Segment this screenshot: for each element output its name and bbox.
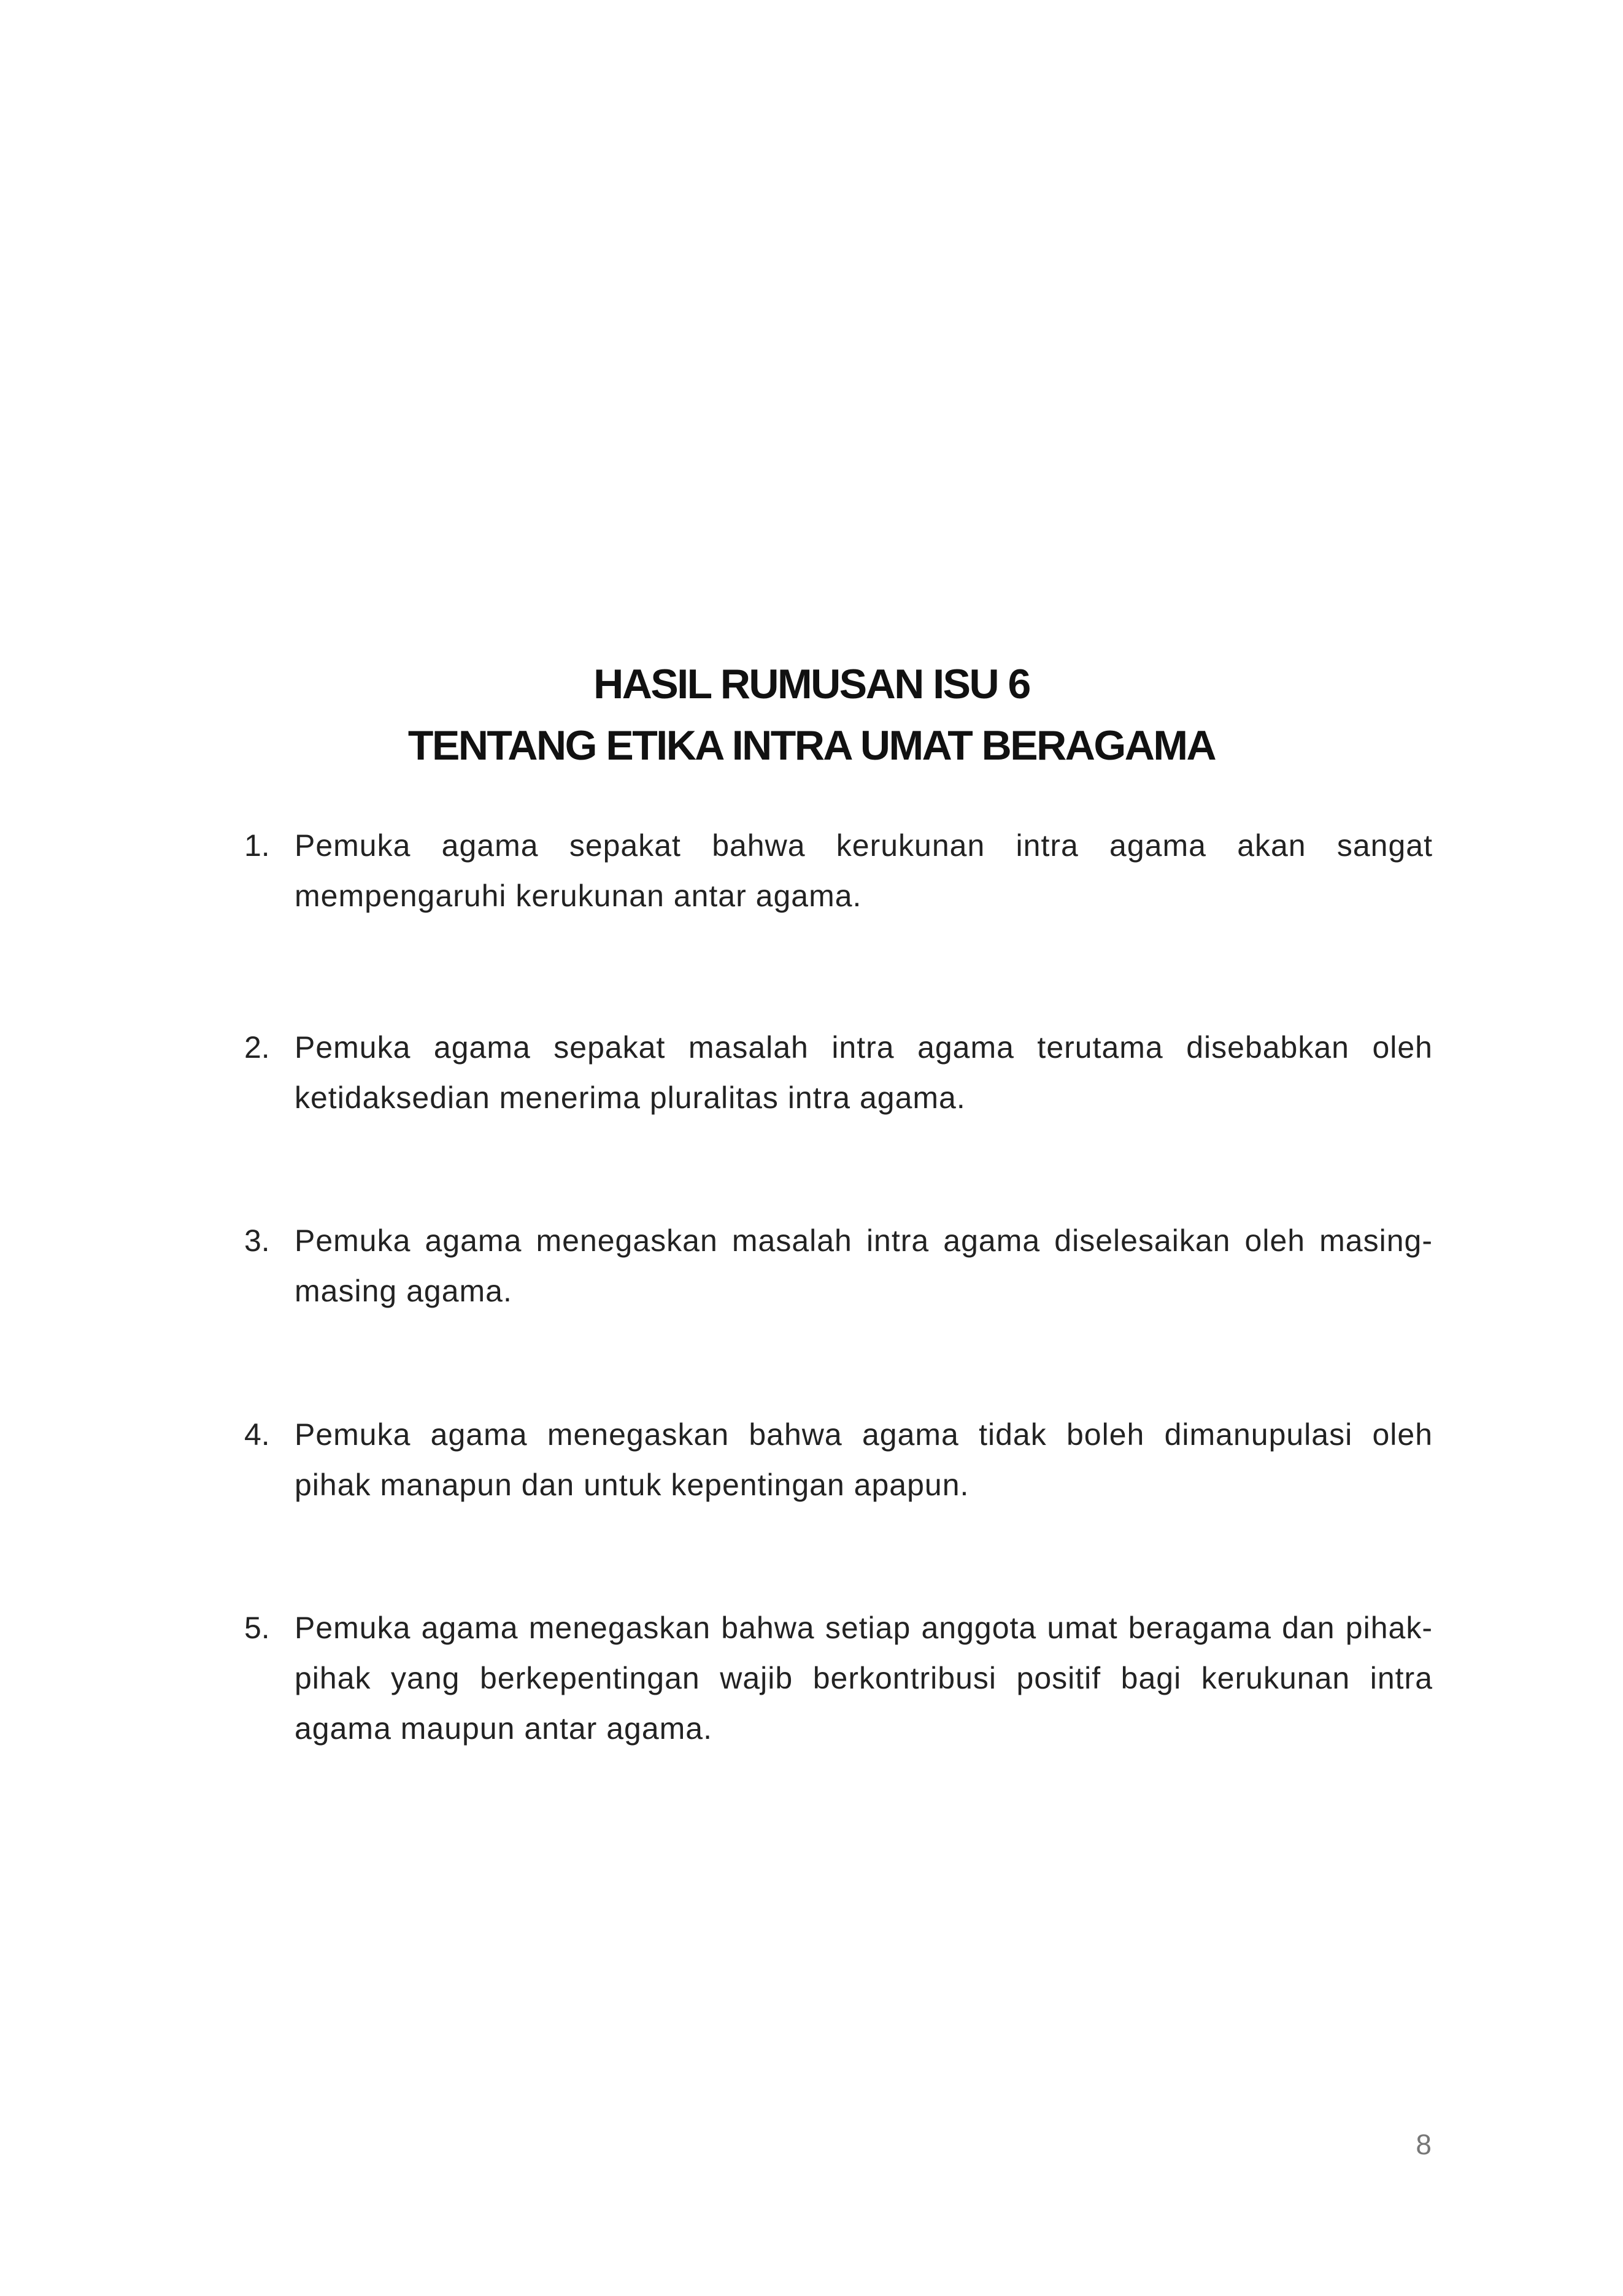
list-item-text: Pemuka agama sepakat bahwa kerukunan intra agama akan sangat mempengaruhi kerukunan antar agama. — [295, 828, 1433, 913]
page-number: 8 — [1416, 2128, 1432, 2160]
list-item-number: 4. — [244, 1417, 270, 1452]
title-line-2: TENTANG ETIKA INTRA UMAT BERAGAMA — [407, 722, 1216, 769]
page-title — [0, 653, 1623, 776]
list-item-number: 3. — [244, 1223, 270, 1258]
list-item-number: 5. — [244, 1611, 270, 1645]
title-line-1: HASIL RUMUSAN ISU 6 — [593, 661, 1030, 707]
list-item-text: Pemuka agama sepakat masalah intra agama terutama disebabkan oleh ketidaksedian menerima pluralitas intra agama. — [295, 1030, 1433, 1115]
list-item-text: Pemuka agama menegaskan bahwa setiap anggota umat beragama dan pihak-pihak yang berkepentingan wajib berkontribusi positif bagi kerukunan intra agama maupun antar agama. — [295, 1611, 1433, 1746]
list-item-text: Pemuka agama menegaskan masalah intra agama diselesaikan oleh masing-masing agama. — [295, 1223, 1433, 1308]
list-item-number: 1. — [244, 828, 270, 863]
list-item-number: 2. — [244, 1030, 270, 1065]
list-item-text: Pemuka agama menegaskan bahwa agama tidak boleh dimanupulasi oleh pihak manapun dan untuk kepentingan apapun. — [295, 1417, 1433, 1502]
